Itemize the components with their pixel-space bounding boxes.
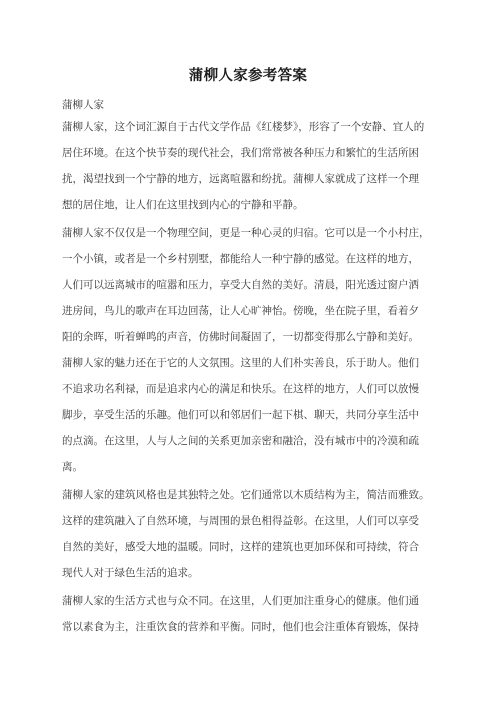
document-subtitle: 蒲柳人家	[62, 99, 104, 111]
text-line: 自然的美好，感受大地的温暖。同时，这样的建筑也更加环保和可持续，符合	[62, 541, 419, 553]
text-line: 居住环境。在这个快节奏的现代社会，我们常常被各种压力和繁忙的生活所困	[62, 147, 419, 159]
text-line: 蒲柳人家，这个词汇源自于古代文学作品《红楼梦》，形容了一个安静、宜人的	[62, 121, 425, 133]
text-line: 这样的建筑融入了自然环境，与周围的景色相得益彰。在这里，人们可以享受	[62, 515, 419, 527]
text-line: 蒲柳人家的魅力还在于它的人文氛围。这里的人们朴实善良，乐于助人。他们	[62, 357, 419, 369]
text-line: 人们可以远离城市的喧嚣和压力，享受大自然的美好。清晨，阳光透过窗户洒	[62, 279, 419, 291]
text-line: 进房间，鸟儿的歌声在耳边回荡，让人心旷神怡。傍晚，坐在院子里，看着夕	[62, 305, 419, 317]
text-line: 脚步，享受生活的乐趣。他们可以和邻居们一起下棋、聊天，共同分享生活中	[62, 409, 419, 421]
text-line: 的点滴。在这里，人与人之间的关系更加亲密和融洽，没有城市中的冷漠和疏	[62, 435, 419, 447]
text-line: 蒲柳人家的建筑风格也是其独特之处。它们通常以木质结构为主，简洁而雅致。	[62, 489, 430, 501]
text-line: 阳的余晖，听着蝉鸣的声音，仿佛时间凝固了，一切都变得那么宁静和美好。	[62, 331, 419, 343]
text-line: 常以素食为主，注重饮食的营养和平衡。同时，他们也会注重体育锻炼，保持	[62, 621, 419, 633]
text-line: 不追求功名利禄，而是追求内心的满足和快乐。在这样的地方，人们可以放慢	[62, 383, 419, 395]
text-line: 蒲柳人家的生活方式也与众不同。在这里，人们更加注重身心的健康。他们通	[62, 595, 419, 607]
document-title: 蒲柳人家参考答案	[188, 68, 308, 84]
text-line: 现代人对于绿色生活的追求。	[62, 567, 199, 579]
text-line: 扰，渴望找到一个宁静的地方，远离喧嚣和纷扰。蒲柳人家就成了这样一个理	[62, 173, 419, 185]
text-line: 蒲柳人家不仅仅是一个物理空间，更是一种心灵的归宿。它可以是一个小村庄，	[62, 227, 430, 239]
text-line: 一个小镇，或者是一个乡村别墅，都能给人一种宁静的感觉。在这样的地方，	[62, 253, 419, 265]
text-line: 想的居住地，让人们在这里找到内心的宁静和平静。	[62, 199, 304, 211]
text-line: 离。	[62, 461, 83, 473]
